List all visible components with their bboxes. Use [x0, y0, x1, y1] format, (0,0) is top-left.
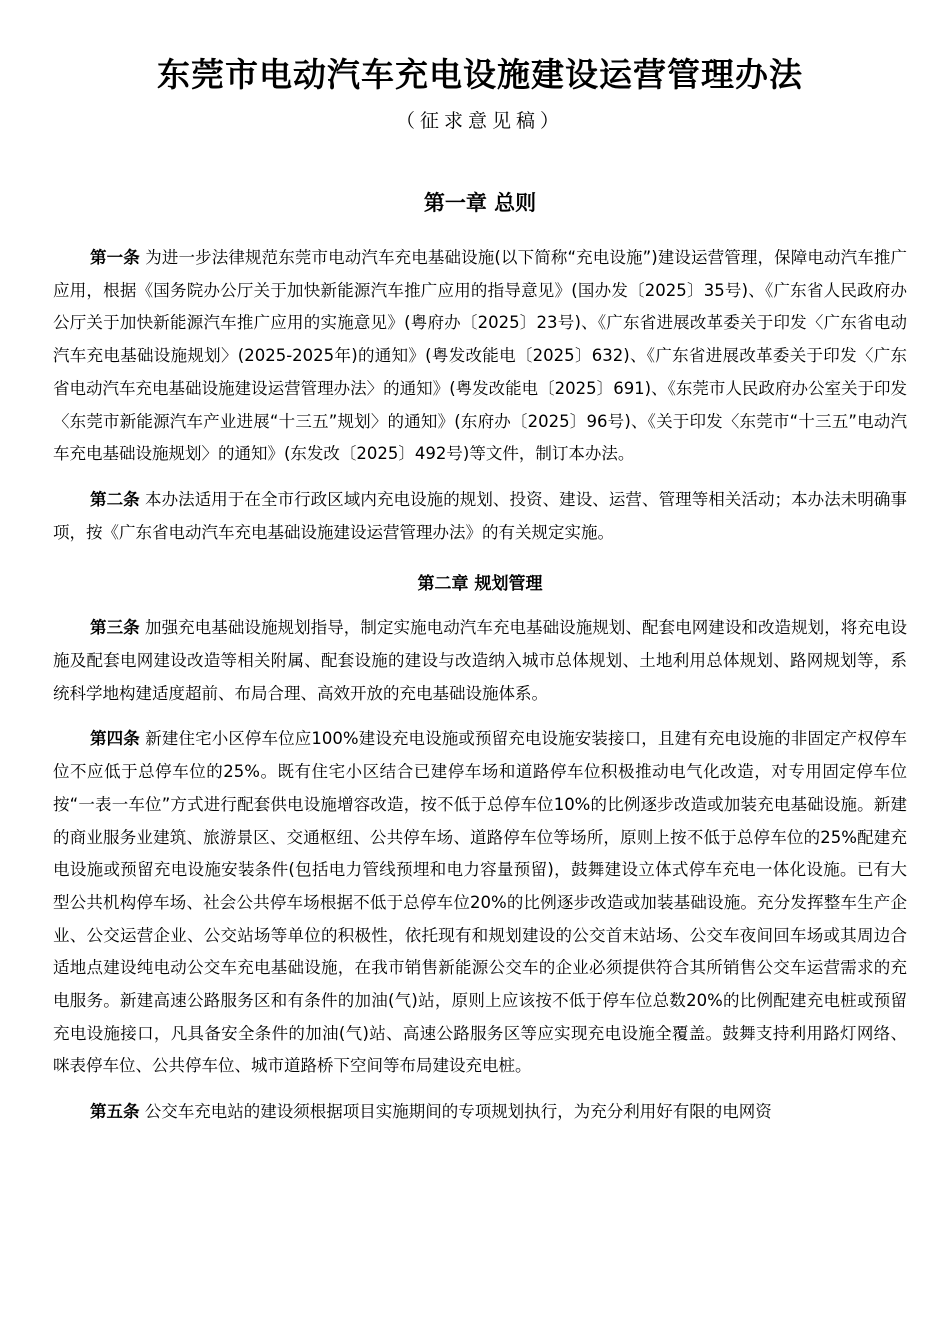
chapter-heading: 第一章 总则 [423, 191, 537, 215]
article-label: 第四条 [90, 729, 140, 749]
article-text: 公交车充电站的建设须根据项目实施期间的专项规划执行，为充分利用好有限的电网资 [139, 1102, 772, 1122]
article-label: 第五条 [90, 1102, 140, 1122]
article-label: 第一条 [90, 248, 140, 267]
article-4 [53, 723, 907, 1083]
article-3 [53, 612, 907, 710]
article-text: 为进一步法律规范东莞市电动汽车充电基础设施(以下简称“充电设施”)建设运营管理，保障电动汽车推广应用，根据《国务院办公厅关于加快新能源汽车推广应用的指导意见》(国办发〔2025〕35号)、《广东省人民政府办公厅关于加快新能源汽车推广应用的实施意见》(粤府办〔2025〕23号)、《广东省进展改革委关于印发〈广东省电动汽车充电基础设施规划〉(2025-2025年)的通知》(粤发改能电〔2025〕632)、《广东省进展改革委关于印发〈广东省电动汽车充电基础设施建设运营管理办法〉的通知》(粤发改能电〔2025〕691)、《东莞市人民政府办公室关于印发〈东莞市新能源汽车产业进展“十三五”规划〉的通知》(东府办〔2025〕96号)、《关于印发〈东莞市“十三五”电动汽车充电基础设施规划〉的通知》(东发改〔2025〕492号)等文件，制订本办法。 [53, 248, 908, 464]
article-label: 第二条 [90, 489, 140, 509]
article-text: 加强充电基础设施规划指导，制定实施电动汽车充电基础设施规划、配套电网建设和改造规划，将充电设施及配套电网建设改造等相关附属、配套设施的建设与改造纳入城市总体规划、土地利用总体规划、路网规划等，系统科学地构建适度超前、布局合理、高效开放的充电基础设施体系。 [53, 618, 907, 703]
article-label: 第三条 [90, 618, 140, 638]
document-title: 东莞市电动汽车充电设施建设运营管理办法 [157, 55, 803, 94]
document-page [53, 50, 907, 1129]
chapter-heading: 第二章 规划管理 [417, 574, 543, 595]
article-1 [53, 242, 907, 471]
article-text: 本办法适用于在全市行政区域内充电设施的规划、投资、建设、运营、管理等相关活动；本办法未明确事项，按《广东省电动汽车充电基础设施建设运营管理办法》的有关规定实施。 [53, 489, 907, 542]
article-text: 新建住宅小区停车位应100%建设充电设施或预留充电设施安装接口，且建有充电设施的非固定产权停车位不应低于总停车位的25%。既有住宅小区结合已建停车场和道路停车位积极推动电气化改造，对专用固定停车位按“一表一车位”方式进行配套供电设施增容改造，按不低于总停车位10%的比例逐步改造或加装充电基础设施。新建的商业服务业建筑、旅游景区、交通枢纽、公共停车场、道路停车位等场所，原则上按不低于总停车位的25%配建充电设施或预留充电设施安装条件(包括电力管线预埋和电力容量预留)，鼓舞建设立体式停车充电一体化设施。已有大型公共机构停车场、社会公共停车场根据不低于总停车位20%的比例逐步改造或加装基础设施。充分发挥整车生产企业、公交运营企业、公交站场等单位的积极性，依托现有和规划建设的公交首末站场、公交车夜间回车场或其周边合适地点建设纯电动公交车充电基础设施，在我市销售新能源公交车的企业必须提供符合其所销售公交车运营需求的充电服务。新建高速公路服务区和有条件的加油(气)站，原则上应该按不低于停车位总数20%的比例配建充电桩或预留充电设施接口，凡具备安全条件的加油(气)站、高速公路服务区等应实现充电设施全覆盖。鼓舞支持利用路灯网络、咪表停车位、公共停车位、城市道路桥下空间等布局建设充电桩。 [53, 729, 907, 1076]
article-5 [53, 1096, 907, 1129]
article-2 [53, 484, 907, 549]
document-subtitle: （征求意见稿） [395, 110, 564, 132]
